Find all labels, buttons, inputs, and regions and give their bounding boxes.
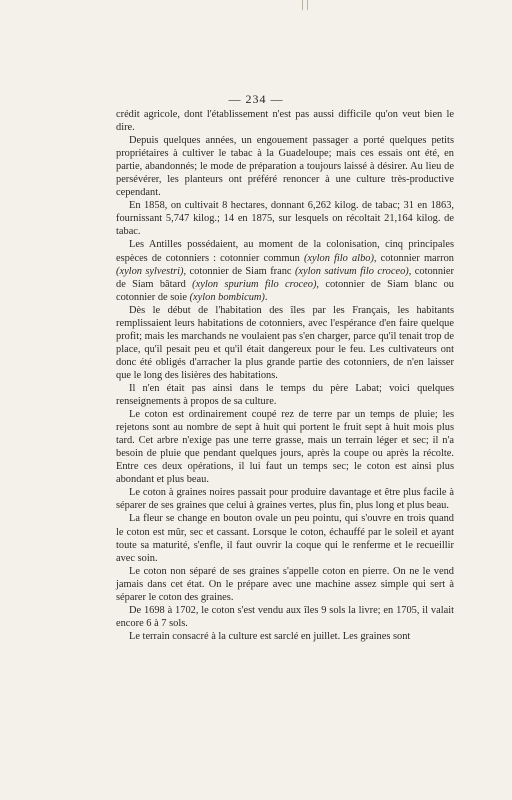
paragraph: [116, 512, 454, 564]
text-run: Le coton à graines noires passait pour produire davantage et être plus facile à séparer de ses graines que celui à graines vertes, plus fin, plus long et plus beau.: [116, 487, 454, 512]
text-run: De 1698 à 1702, le coton s'est vendu aux îles 9 sols la livre; en 1705, il valait encore 6 à 7 sols.: [116, 604, 454, 629]
binding-mark: [302, 0, 308, 10]
paragraph: [116, 108, 454, 134]
text-run: , cotonnier de Siam franc: [183, 265, 295, 277]
text-run: La fleur se change en bouton ovale un peu pointu, qui s'ouvre en trois quand le coton est mûr, sec et cassant. Lorsque le coton, échauffé par le soleil et ayant toute sa maturité, s'enfle, il faut ouvrir la coque qui le renferme et le recueillir avec soin.: [116, 513, 454, 564]
text-run: Le terrain consacré à la culture est sarclé en juillet. Les graines sont: [129, 630, 411, 642]
paragraph: [116, 408, 454, 486]
text-run: Les Antilles possédaient, au moment de la colonisation, cinq principales espèces de cotonniers : cotonnier commun: [116, 239, 454, 264]
paragraph: [116, 304, 454, 382]
paragraph: [116, 199, 454, 238]
latin-name: (xylon sativum filo croceo): [294, 265, 409, 277]
text-run: , cotonnier marron: [373, 252, 454, 264]
text-run: Le coton non séparé de ses graines s'appelle coton en pierre. On ne le vend jamais dans cet état. On le prépare avec une machine assez simple qui sert à séparer le coton des graines.: [116, 565, 454, 603]
latin-name: (xylon spurium filo croceo): [192, 278, 317, 290]
text-run: .: [264, 291, 268, 303]
latin-name: (xylon bombicum): [189, 291, 265, 303]
text-run: En 1858, on cultivait 8 hectares, donnant 6,262 kilog. de tabac; 31 en 1863, fournissant 5,747 kilog.; 14 en 1875, sur lesquels on récoltait 21,164 kilog. de tabac.: [116, 200, 454, 238]
text-run: crédit agricole, dont l'établissement n'est pas aussi difficile qu'on veut bien le dire.: [116, 109, 454, 134]
body-text: [116, 108, 454, 643]
paragraph: [116, 604, 454, 630]
text-run: Dès le début de l'habitation des îles par les Français, les habitants remplissaient leurs habitations de cotonniers, avec l'espérance d'en faire quelque profit; mais les marchands ne voulaient pas s'en charger, parce qu'il tenait trop de place, qu'il pesait peu et qu'il était dangereux pour le feu. Les cultivateurs ont donc été obligés d'arracher la plus grande partie des cotonniers, de n'en laisser que le long des lisières des habitations.: [116, 304, 454, 381]
paragraph: [116, 238, 454, 303]
text-run: Il n'en était pas ainsi dans le temps du père Labat; voici quelques renseignements à propos de sa culture.: [116, 382, 454, 408]
latin-name: (xylon sylvestri): [116, 265, 184, 277]
text-run: , cotonnier de Siam blanc ou cotonnier de soie: [116, 278, 454, 303]
paragraph: [116, 630, 454, 643]
latin-name: (xylon filo albo): [303, 252, 374, 264]
paragraph: [116, 382, 454, 408]
text-run: Depuis quelques années, un engouement passager a porté quelques petits propriétaires à cultiver le tabac à la Guadeloupe; mais ces essais ont été, en partie, abandonnés; le mode de préparation a toujours laissé à désirer. Au lieu de persévérer, les planteurs ont préféré renoncer à une culture très-productive cependant.: [116, 135, 454, 199]
paragraph: [116, 565, 454, 604]
paragraph: [116, 486, 454, 512]
paragraph: [116, 134, 454, 199]
page-number: — 234 —: [228, 92, 284, 106]
text-run: , cotonnier de Siam bâtard: [116, 265, 454, 290]
text-run: Le coton est ordinairement coupé rez de terre par un temps de pluie; les rejetons sont au nombre de sept à huit qui portent le fruit sept à huit mois plus tard. Cet arbre n'exige pas une terre grasse, mais un terrain léger et sec; il n'a besoin de pluie que pendant quelques jours, après la coupe ou après la récolte. Entre ces deux opérations, il lui faut un temps sec; le coton est ainsi plus abondant et plus beau.: [116, 409, 454, 486]
